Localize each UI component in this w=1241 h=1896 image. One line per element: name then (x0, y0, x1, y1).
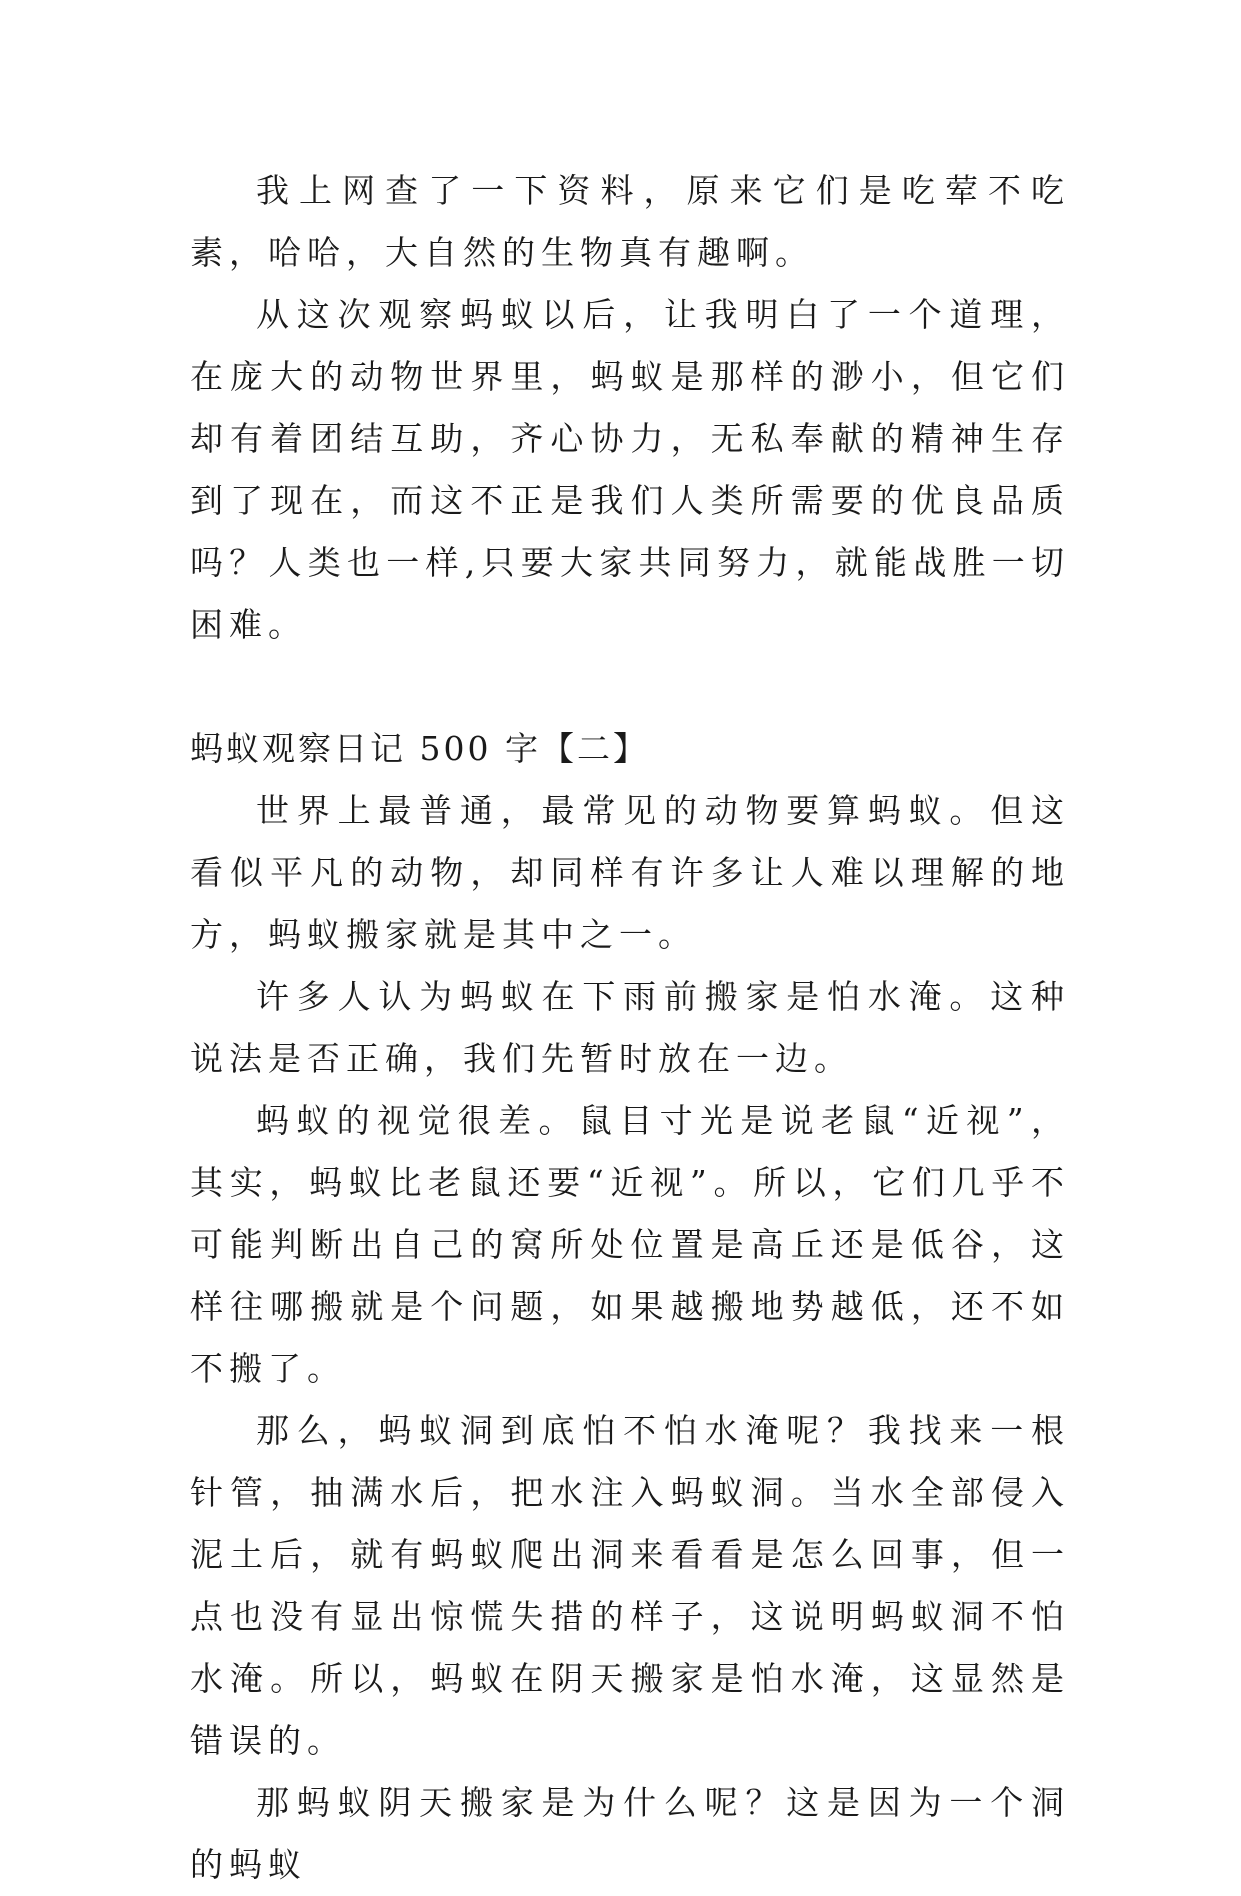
document-body (190, 160, 1070, 1896)
paragraph: 那蚂蚁阴天搬家是为什么呢？这是因为一个洞的蚂蚁 (190, 1783, 1070, 1884)
paragraph: 从这次观察蚂蚁以后，让我明白了一个道理，在庞大的动物世界里，蚂蚁是那样的渺小，但它们却有着团结互助，齐心协力，无私奉献的精神生存到了现在，而这不正是我们人类所需要的优良品质吗？人类也一样,只要大家共同努力，就能战胜一切困难。 (190, 295, 1070, 644)
paragraph: 许多人认为蚂蚁在下雨前搬家是怕水淹。这种说法是否正确，我们先暂时放在一边。 (190, 977, 1070, 1078)
paragraph-gap (190, 656, 1070, 718)
paragraph: 蚂蚁的视觉很差。鼠目寸光是说老鼠“近视”，其实，蚂蚁比老鼠还要“近视”。所以，它们几乎不可能判断出自己的窝所处位置是高丘还是低谷，这样往哪搬就是个问题，如果越搬地势越低，还不如不搬了。 (190, 1101, 1070, 1388)
paragraph: 世界上最普通，最常见的动物要算蚂蚁。但这看似平凡的动物，却同样有许多让人难以理解的地方，蚂蚁搬家就是其中之一。 (190, 791, 1070, 954)
section-heading: 蚂蚁观察日记 500 字【二】 (190, 729, 649, 768)
paragraph: 我上网查了一下资料，原来它们是吃荤不吃素，哈哈，大自然的生物真有趣啊。 (190, 171, 1070, 272)
paragraph: 那么，蚂蚁洞到底怕不怕水淹呢？我找来一根针管，抽满水后，把水注入蚂蚁洞。当水全部侵入泥土后，就有蚂蚁爬出洞来看看是怎么回事，但一点也没有显出惊慌失措的样子，这说明蚂蚁洞不怕水淹。所以，蚂蚁在阴天搬家是怕水淹，这显然是错误的。 (190, 1411, 1070, 1760)
